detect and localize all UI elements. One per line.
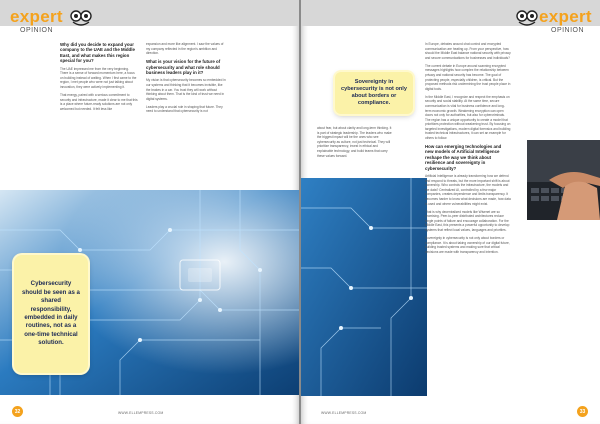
left-column-1 xyxy=(60,42,138,115)
paragraph: The UAE impressed me from the very beginning. There is a sense of forward momentum here, a focus on building instead of waiting. When I first came to the region, I met people who were not just talking about innovation, they were actively implementing it. xyxy=(60,66,137,89)
keyboard-hand-photo xyxy=(527,140,600,220)
cyber-image xyxy=(301,178,427,396)
paragraph: expansion and more like alignment. I saw the values of my company reflected in the region's ambition and direction. xyxy=(146,42,224,56)
brand-logo: expert OPINION xyxy=(10,7,63,34)
question-heading: What is your vision for the future of cybersecurity and what role should business leaders play in it? xyxy=(146,59,221,75)
right-page xyxy=(301,0,600,424)
website-url: WWW.ELLEMPRESS.COM xyxy=(321,411,367,415)
brand-logo: expert OPINION xyxy=(539,7,592,34)
page-number: 32 xyxy=(12,406,23,417)
right-column-2 xyxy=(425,42,511,258)
question-heading: Why did you decide to expand your company to the UAE and the Middle East, and what makes this region special for you? xyxy=(60,42,135,64)
paragraph: In the Middle East, I recognize and respect the emphasis on security and social stability. At the same time, secure communication is vital for business confidence and long-term economic growth. Weakening encryption can open doors not only for authorities, but also for cybercriminals. The region has a unique opportunity to create a model that prioritizes protection without weakening trust. By focusing on targeted investigations, modern digital forensics and building trusted technical infrastructures, it can set an example for others to follow. xyxy=(425,94,511,141)
paragraph: That is why decentralized models like Wisenet are so promising. Peer-to-peer distributed architectures reduce single points of failure and encourage collaboration. For the Middle East, this presents a powerful opportunity to develop systems that reflect local values, languages and priorities. xyxy=(425,209,510,232)
paragraph: My vision is that cybersecurity becomes so embedded in our systems and thinking that it becomes invisible, like the brakes in a car. You trust they will work without thinking about them. That is the kind of trust we need in digital systems. xyxy=(146,78,226,101)
mascot-logo-icon xyxy=(70,8,92,28)
paragraph: Artificial Intelligence is already transforming how we defend and respond to threats, but the more important shift is about ownership. Who controls the infrastructure, the models and the data? Centralized AI, controlled by a few major companies, creates dependence and limits transparency. It becomes harder to know what decisions are made, how data is used and where vulnerabilities might exist. xyxy=(425,174,511,206)
paragraph: about fear, but about clarity and long-term thinking. It is part of strategic leadership. The leaders who make the biggest impact will be the ones who see cybersecurity as culture, not just technical. They will prioritize transparency, invest in ethical and explainable technology, and build teams that carry these values forward. xyxy=(317,126,392,158)
paragraph: In Europe, debates around chat control and encrypted communication are heating up. From your perspective, how should the Middle East balance national security with privacy and secure communications for businesses and individuals? xyxy=(425,42,511,60)
pull-quote: Cybersecurity should be seen as a shared responsibility, embedded in daily routines, not as a one-time technical solution. xyxy=(14,255,88,373)
question-heading: How can emerging technologies and new models of Artificial Intelligence reshape the way we think about resilience and sovereignty in cybersecurity? xyxy=(425,144,502,171)
paragraph: Leaders play a crucial role in shaping that future. They need to understand that cybersecurity is not xyxy=(146,104,223,114)
left-page xyxy=(0,0,299,424)
left-column-2 xyxy=(146,42,226,117)
paragraph: That energy, paired with a serious commitment to security and infrastructure, made it clear to me that this is a place where future-ready solutions are not only welcomed but needed. It felt less like xyxy=(60,92,138,111)
website-url: WWW.ELLEMPRESS.COM xyxy=(118,411,164,415)
mascot-logo-icon xyxy=(516,8,538,28)
paragraph: The current debate in Europe around scanning encrypted messages highlights how complex the relationship between privacy and national security has become. The goal of protecting people, especially children, is critical. But the proposed methods risk undermining the trust people place in digital tools. xyxy=(425,63,511,91)
right-column-1 xyxy=(317,126,393,162)
paragraph: Sovereignty in cybersecurity is not only about borders or compliance. It is about taking ownership of our digital future, building trusted systems and making sure that critical decisions are made with transparency and intention. xyxy=(425,235,510,254)
page-number: 33 xyxy=(577,406,588,417)
circuit-illustration xyxy=(301,178,427,396)
pull-quote: Sovereignty in cybersecurity is not only about borders or compliance. xyxy=(335,72,413,114)
